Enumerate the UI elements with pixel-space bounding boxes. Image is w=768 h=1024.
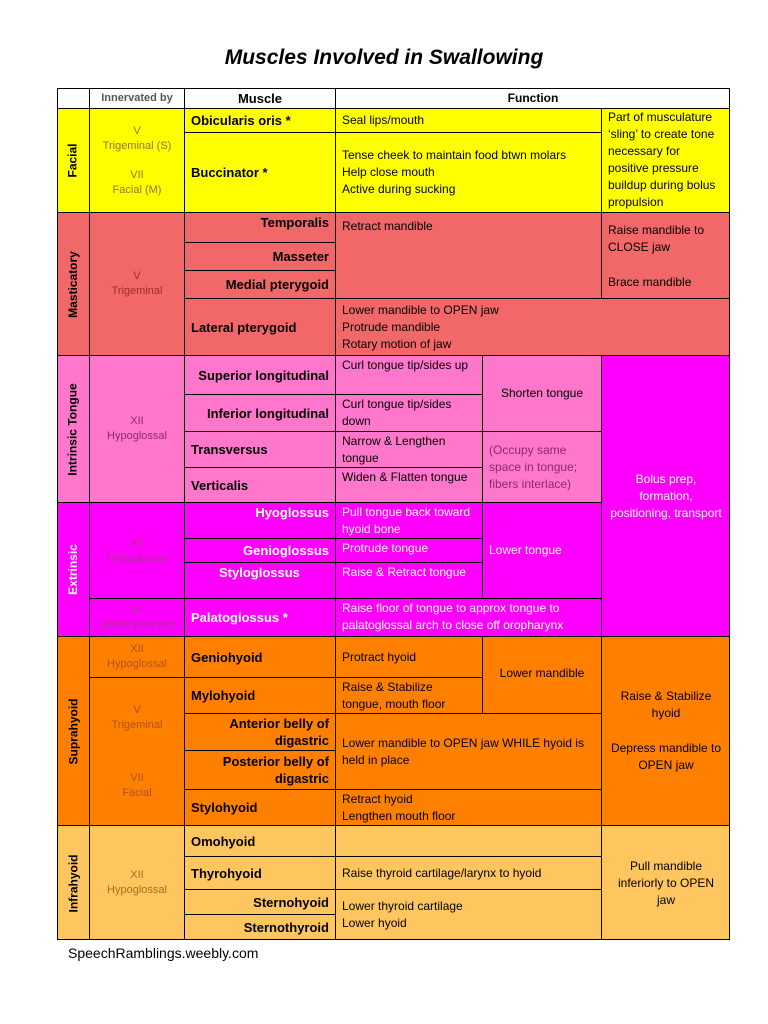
function-narrow-lengthen: Narrow & Lengthen tongue <box>335 431 482 467</box>
muscle-sternothyroid: Sternothyroid <box>184 914 335 940</box>
group-label-infrahyoid: Infrahyoid <box>57 825 89 940</box>
function-curl-up: Curl tongue tip/sides up <box>335 355 482 394</box>
group-label-masticatory: Masticatory <box>57 212 89 355</box>
function-seal-lips: Seal lips/mouth <box>335 108 601 132</box>
function-raise-thyroid-cartilage: Raise thyroid cartilage/larynx to hyoid <box>335 856 601 889</box>
function-stylohyoid: Retract hyoid Lengthen mouth floor <box>335 789 601 825</box>
muscle-anterior-belly-digastric: Anterior belly of digastric <box>184 713 335 750</box>
header-innervated-by: Innervated by <box>89 88 184 108</box>
function-retract-mandible: Retract mandible <box>335 212 601 298</box>
muscle-geniohyoid: Geniohyoid <box>184 636 335 677</box>
muscle-stylohyoid: Stylohyoid <box>184 789 335 825</box>
innervation-suprahyoid-trigeminal-facial: V Trigeminal VII Facial <box>89 677 184 825</box>
group-label-facial: Facial <box>57 108 89 212</box>
function-lower-thyroid-hyoid: Lower thyroid cartilage Lower hyoid <box>335 889 601 940</box>
function-raise-retract-tongue: Raise & Retract tongue <box>335 562 482 598</box>
muscle-mylohyoid: Mylohyoid <box>184 677 335 713</box>
innervation-suprahyoid-hypoglossal: XII Hypoglossal <box>89 636 184 677</box>
function-occupy-space: (Occupy same space in tongue; fibers interlace) <box>482 431 601 502</box>
function-pull-mandible: Pull mandible inferiorly to OPEN jaw <box>601 825 730 940</box>
muscle-sternohyoid: Sternohyoid <box>184 889 335 914</box>
function-masticatory-right: Raise mandible to CLOSE jaw Brace mandible <box>601 212 730 298</box>
function-protract-hyoid: Protract hyoid <box>335 636 482 677</box>
function-omohyoid-blank <box>335 825 601 856</box>
function-bolus-prep: Bolus prep, formation, positioning, transport <box>601 355 730 636</box>
muscle-obicularis-oris: Obicularis oris * <box>184 108 335 132</box>
function-buccinator: Tense cheek to maintain food btwn molars Help close mouth Active during sucking <box>335 132 601 212</box>
header-function: Function <box>335 88 730 108</box>
function-protrude-tongue: Protrude tongue <box>335 538 482 562</box>
function-lower-mandible: Lower mandible <box>482 636 601 713</box>
muscle-palatoglossus: Palatoglossus * <box>184 598 335 636</box>
muscle-masseter: Masseter <box>184 242 335 270</box>
muscle-buccinator: Buccinator * <box>184 132 335 212</box>
innervation-infrahyoid: XII Hypoglossal <box>89 825 184 940</box>
group-label-intrinsic-tongue: Intrinsic Tongue <box>57 355 89 502</box>
function-sling-tone: Part of musculature ‘sling’ to create tone necessary for positive pressure buildup during bolus propulsion <box>601 108 730 212</box>
muscle-posterior-belly-digastric: Posterior belly of digastric <box>184 750 335 789</box>
innervation-intrinsic: XII Hypoglossal <box>89 355 184 502</box>
function-raise-stabilize-tongue: Raise & Stabilize tongue, mouth floor <box>335 677 482 713</box>
function-suprahyoid-right: Raise & Stabilize hyoid Depress mandible to OPEN jaw <box>601 636 730 825</box>
muscle-hyoglossus: Hyoglossus <box>184 502 335 538</box>
innervation-facial: V Trigeminal (S) VII Facial (M) <box>89 108 184 212</box>
group-label-extrinsic: Extrinsic <box>57 502 89 636</box>
function-raise-floor-of-tongue: Raise floor of tongue to approx tongue to palatoglossal arch to close off oropharynx <box>335 598 601 636</box>
muscle-lateral-pterygoid: Lateral pterygoid <box>184 298 335 355</box>
function-lower-tongue: Lower tongue <box>482 502 601 598</box>
muscle-temporalis: Temporalis <box>184 212 335 242</box>
function-lateral-pterygoid: Lower mandible to OPEN jaw Protrude mandible Rotary motion of jaw <box>335 298 730 355</box>
footer-source: SpeechRamblings.weebly.com <box>68 945 259 961</box>
muscle-styloglossus: Styloglossus <box>184 562 335 598</box>
function-lower-mandible-open-jaw: Lower mandible to OPEN jaw WHILE hyoid is held in place <box>335 713 601 789</box>
muscle-inferior-longitudinal: Inferior longitudinal <box>184 394 335 431</box>
muscle-transversus: Transversus <box>184 431 335 467</box>
innervation-glossopharyngeal: IX Glossopharyng <box>89 598 184 636</box>
muscle-genioglossus: Genioglossus <box>184 538 335 562</box>
muscle-verticalis: Verticalis <box>184 467 335 502</box>
page-title: Muscles Involved in Swallowing <box>224 46 544 69</box>
header-muscle: Muscle <box>184 88 335 108</box>
innervation-masticatory: V Trigeminal <box>89 212 184 355</box>
function-widen-flatten: Widen & Flatten tongue <box>335 467 482 502</box>
innervation-extrinsic: XII Hypoglossal <box>89 502 184 598</box>
function-pull-tongue-back: Pull tongue back toward hyoid bone <box>335 502 482 538</box>
muscle-medial-pterygoid: Medial pterygoid <box>184 270 335 298</box>
function-shorten-tongue: Shorten tongue <box>482 355 601 431</box>
muscle-omohyoid: Omohyoid <box>184 825 335 856</box>
muscle-thyrohyoid: Thyrohyoid <box>184 856 335 889</box>
muscle-superior-longitudinal: Superior longitudinal <box>184 355 335 394</box>
header-blank-cell <box>57 88 89 108</box>
group-label-suprahyoid: Suprahyoid <box>57 636 89 825</box>
function-curl-down: Curl tongue tip/sides down <box>335 394 482 431</box>
